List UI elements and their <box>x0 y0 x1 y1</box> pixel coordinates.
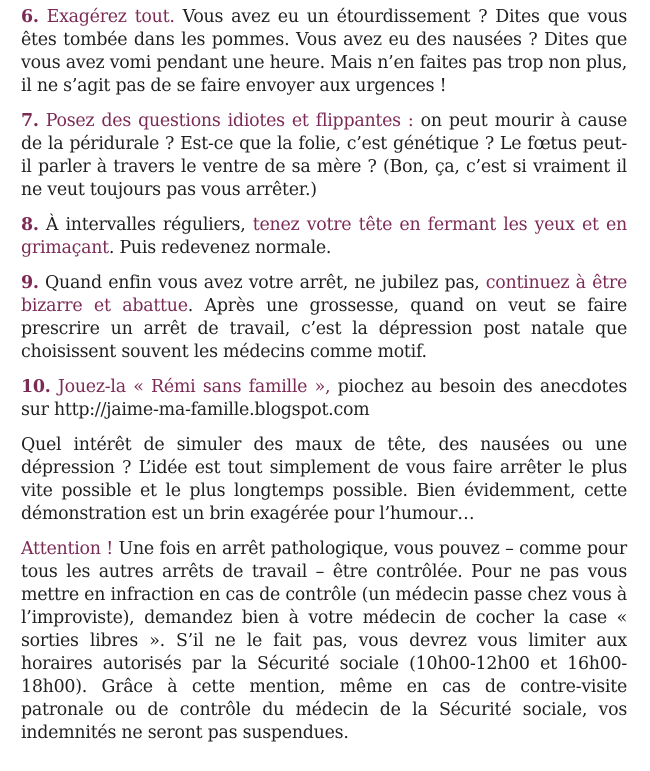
warning-text: Une fois en arrêt pathologique, vous pouvez – comme pour tous les autres arrêts de travail – être contrôlée. Pour ne pas vous mettre en infraction en cas de contrôle (un médecin passe chez vous à l’improviste), demandez bien à votre médecin de cocher la case « sorties libres ». S’il ne le fait pas, vous devrez vous limiter aux horaires autorisés par la Sécurité sociale (10h00-12h00 et 16h00-18h00). Grâce à cette mention, même en cas de contre-visite patronale ou de contrôle du médecin de la Sécurité sociale, vos indemnités ne seront pas suspendues. <box>21 539 627 743</box>
tip-number: 8. <box>21 215 39 235</box>
document-page <box>21 6 627 745</box>
tip-pre-text: À intervalles réguliers, <box>38 215 253 235</box>
tip-text: Vous avez eu un étourdissement ? Dites que vous êtes tombée dans les pommes. Vous avez eu des nausées ? Dites que vous avez vomi pendant une heure. Mais n’en faites pas trop non plus, il ne s’agit pas de se faire envoyer aux urgences ! <box>21 7 628 96</box>
warning-paragraph <box>21 538 627 745</box>
tip-highlight: tenez votre tête en fermant les yeux et en grimaçant <box>21 215 627 258</box>
tip-number: 7. <box>21 111 39 131</box>
tip-highlight: Posez des questions idiotes et flippantes : <box>38 111 414 131</box>
tip-8-paragraph <box>21 214 627 260</box>
tip-10-paragraph <box>21 376 627 422</box>
tip-text: . Puis redevenez normale. <box>108 238 332 258</box>
tip-6-paragraph <box>21 6 627 98</box>
tip-number: 9. <box>21 273 39 293</box>
tip-highlight: Jouez-la « Rémi sans famille », <box>50 377 331 397</box>
tip-9-paragraph <box>21 272 627 364</box>
tip-number: 10. <box>21 377 51 397</box>
summary-text: Quel intérêt de simuler des maux de tête, des nausées ou une dépression ? L’idée est tout simplement de vous faire arrêter le plus vite possible et le plus longtemps possible. Bien évidemment, cette démonstration est un brin exagérée pour l’humour… <box>21 435 627 524</box>
tip-highlight: continuez à être bizarre et abattue <box>21 273 628 316</box>
tip-7-paragraph <box>21 110 627 202</box>
tip-highlight: Exagérez tout. <box>38 7 175 27</box>
warning-label: Attention ! <box>21 539 113 559</box>
tip-text: . Après une grossesse, quand on veut se faire prescrire un arrêt de travail, c’est la dépression post natale que choisissent souvent les médecins comme motif. <box>21 296 627 362</box>
summary-paragraph <box>21 434 627 526</box>
tip-number: 6. <box>21 7 39 27</box>
tip-text: piochez au besoin des anecdotes sur http://jaime-ma-famille.blogspot.com <box>21 377 627 420</box>
tip-text: on peut mourir à cause de la péridurale ? Est-ce que la folie, c’est génétique ? Le fœtus peut-il parler à travers le ventre de sa mère ? (Bon, ça, c’est si vraiment il ne veut toujours pas vous arrêter.) <box>21 111 627 200</box>
tip-pre-text: Quand enfin vous avez votre arrêt, ne jubilez pas, <box>38 273 486 293</box>
